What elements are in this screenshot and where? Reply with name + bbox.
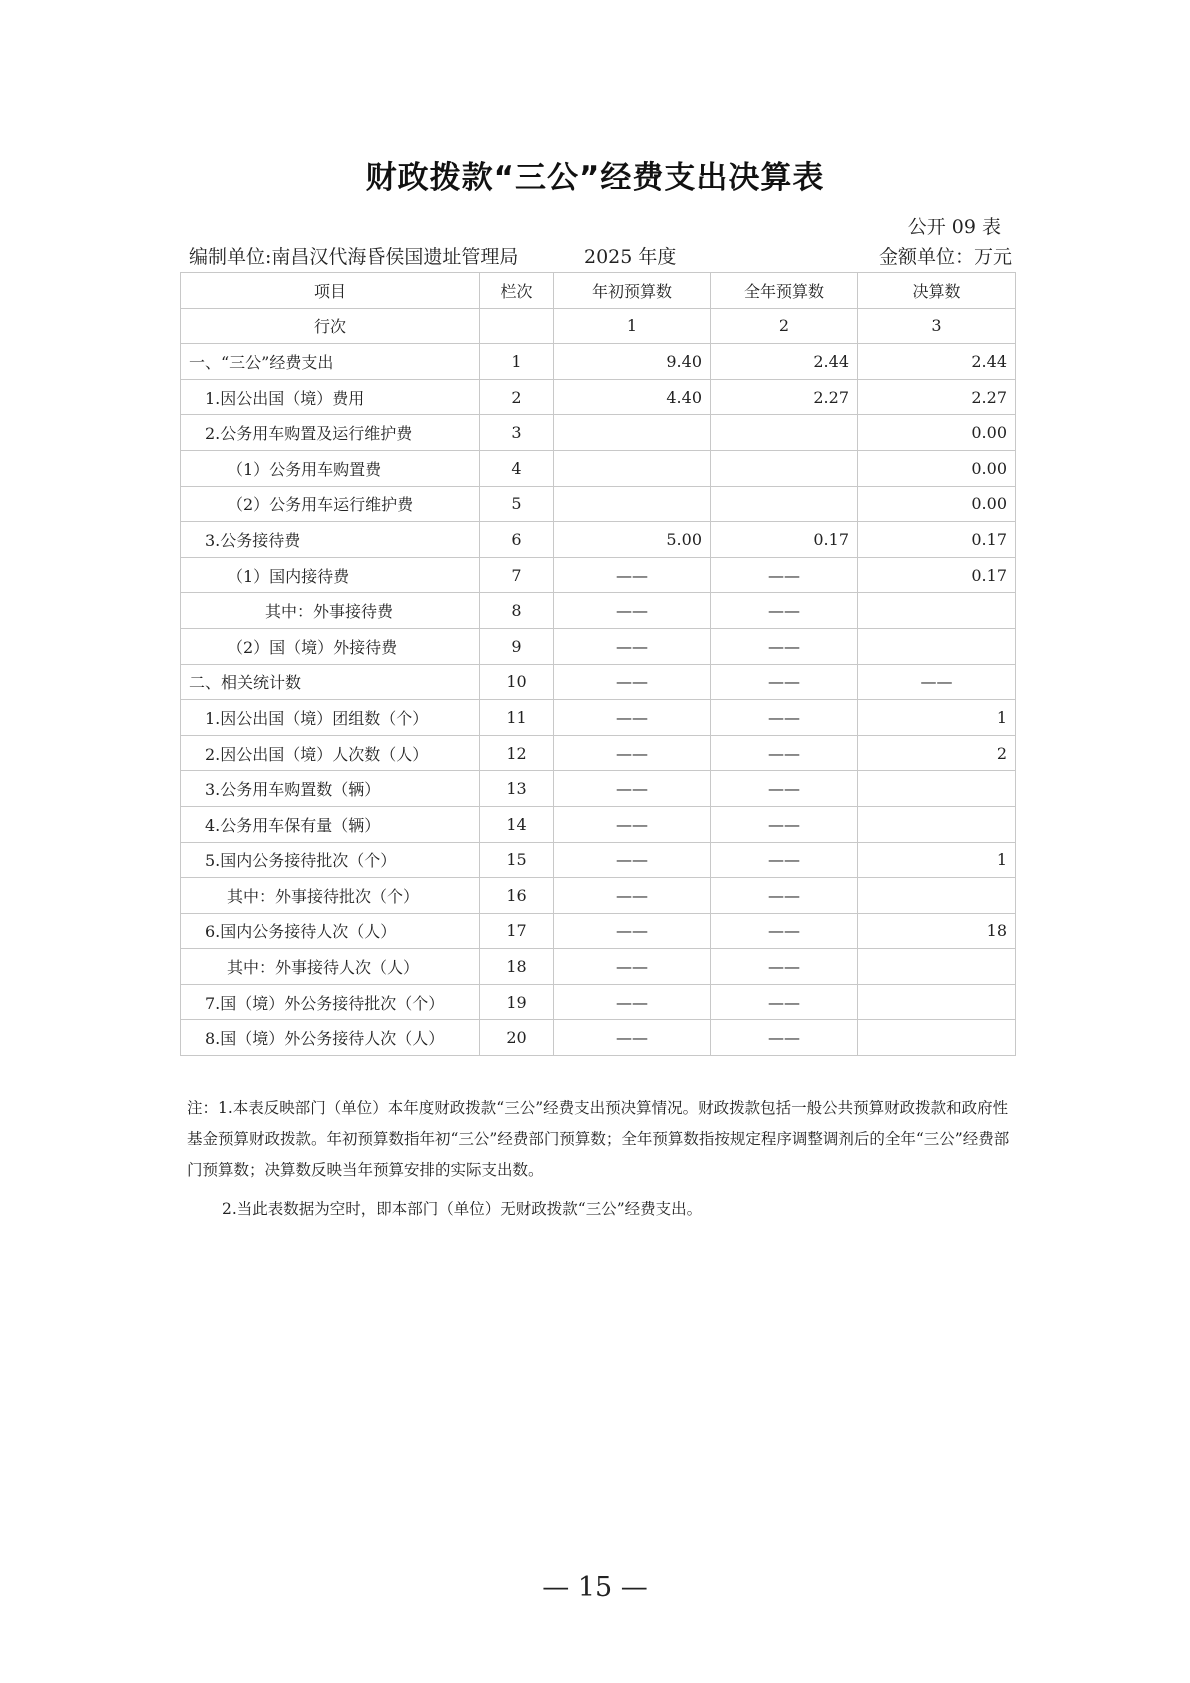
- cell-full-year-budget: ——: [711, 593, 858, 629]
- cell-full-year-budget: ——: [711, 628, 858, 664]
- table-row: [181, 949, 1016, 985]
- cell-final-account: [858, 628, 1016, 664]
- cell-initial-budget: ——: [554, 878, 711, 914]
- cell-item: 2.公务用车购置及运行维护费: [181, 415, 480, 451]
- header-initial-budget: 年初预算数: [554, 273, 711, 309]
- header-full-year-budget: 全年预算数: [711, 273, 858, 309]
- cell-full-year-budget: ——: [711, 913, 858, 949]
- cell-item: 行次: [181, 308, 480, 344]
- cell-initial-budget: ——: [554, 842, 711, 878]
- cell-item: 2.因公出国（境）人次数（人）: [181, 735, 480, 771]
- cell-column-no: 3: [480, 415, 554, 451]
- header-column-no: 栏次: [480, 273, 554, 309]
- cell-final-account: 18: [858, 913, 1016, 949]
- cell-full-year-budget: ——: [711, 664, 858, 700]
- table-row: [181, 486, 1016, 522]
- expense-table: [180, 272, 1016, 1056]
- cell-final-account: [858, 1020, 1016, 1056]
- cell-final-account: ——: [858, 664, 1016, 700]
- cell-full-year-budget: 2: [711, 308, 858, 344]
- table-row: [181, 593, 1016, 629]
- cell-initial-budget: ——: [554, 984, 711, 1020]
- cell-item: 6.国内公务接待人次（人）: [181, 913, 480, 949]
- cell-item: 其中：外事接待费: [181, 593, 480, 629]
- table-row: [181, 700, 1016, 736]
- cell-column-no: 10: [480, 664, 554, 700]
- cell-initial-budget: [554, 450, 711, 486]
- table-row: [181, 415, 1016, 451]
- cell-column-no: 8: [480, 593, 554, 629]
- cell-item: （1）国内接待费: [181, 557, 480, 593]
- table-header-row: [181, 273, 1016, 309]
- cell-item: 5.国内公务接待批次（个）: [181, 842, 480, 878]
- cell-final-account: [858, 949, 1016, 985]
- table-row: [181, 1020, 1016, 1056]
- cell-item: 其中：外事接待批次（个）: [181, 878, 480, 914]
- cell-full-year-budget: ——: [711, 949, 858, 985]
- cell-item: （2）国（境）外接待费: [181, 628, 480, 664]
- cell-final-account: 2: [858, 735, 1016, 771]
- cell-initial-budget: ——: [554, 628, 711, 664]
- cell-final-account: 0.17: [858, 522, 1016, 558]
- form-number: 公开 09 表: [907, 216, 1001, 238]
- table-row: [181, 628, 1016, 664]
- cell-item: （1）公务用车购置费: [181, 450, 480, 486]
- table-row: [181, 379, 1016, 415]
- cell-column-no: 1: [480, 344, 554, 380]
- note-2: 2.当此表数据为空时，即本部门（单位）无财政拨款“三公”经费支出。: [222, 1200, 703, 1218]
- cell-full-year-budget: ——: [711, 984, 858, 1020]
- cell-full-year-budget: ——: [711, 557, 858, 593]
- cell-column-no: 16: [480, 878, 554, 914]
- cell-full-year-budget: ——: [711, 878, 858, 914]
- cell-full-year-budget: ——: [711, 771, 858, 807]
- cell-initial-budget: 4.40: [554, 379, 711, 415]
- cell-final-account: 0.00: [858, 450, 1016, 486]
- cell-column-no: 4: [480, 450, 554, 486]
- cell-full-year-budget: ——: [711, 700, 858, 736]
- page-number: — 15 —: [542, 1572, 648, 1603]
- cell-initial-budget: ——: [554, 700, 711, 736]
- cell-full-year-budget: [711, 415, 858, 451]
- cell-full-year-budget: [711, 450, 858, 486]
- cell-item: 二、相关统计数: [181, 664, 480, 700]
- cell-item: 其中：外事接待人次（人）: [181, 949, 480, 985]
- table-row: [181, 984, 1016, 1020]
- cell-initial-budget: ——: [554, 593, 711, 629]
- note-1: 注：1.本表反映部门（单位）本年度财政拨款“三公”经费支出预决算情况。财政拨款包括一般公共预算财政拨款和政府性基金预算财政拨款。年初预算数指年初“三公”经费部门预算数；全年预算数指按规定程序调整调剂后的全年“三公”经费部门预算数；决算数反映当年预算安排的实际支出数。: [187, 1099, 1010, 1179]
- cell-final-account: [858, 771, 1016, 807]
- cell-final-account: 2.44: [858, 344, 1016, 380]
- cell-initial-budget: 5.00: [554, 522, 711, 558]
- cell-item: 3.公务用车购置数（辆）: [181, 771, 480, 807]
- table-row: [181, 344, 1016, 380]
- cell-final-account: [858, 984, 1016, 1020]
- cell-column-no: 18: [480, 949, 554, 985]
- cell-full-year-budget: ——: [711, 735, 858, 771]
- cell-full-year-budget: ——: [711, 842, 858, 878]
- cell-column-no: 20: [480, 1020, 554, 1056]
- cell-column-no: 2: [480, 379, 554, 415]
- table-row: [181, 557, 1016, 593]
- table-row: [181, 913, 1016, 949]
- cell-column-no: 13: [480, 771, 554, 807]
- cell-final-account: 0.17: [858, 557, 1016, 593]
- table-row: [181, 771, 1016, 807]
- table-row: [181, 878, 1016, 914]
- cell-initial-budget: 9.40: [554, 344, 711, 380]
- header-final-account: 决算数: [858, 273, 1016, 309]
- header-item: 项目: [181, 273, 480, 309]
- cell-column-no: 9: [480, 628, 554, 664]
- cell-item: 8.国（境）外公务接待人次（人）: [181, 1020, 480, 1056]
- cell-item: 一、“三公”经费支出: [181, 344, 480, 380]
- cell-item: 4.公务用车保有量（辆）: [181, 806, 480, 842]
- cell-item: （2）公务用车运行维护费: [181, 486, 480, 522]
- cell-column-no: 19: [480, 984, 554, 1020]
- cell-column-no: 5: [480, 486, 554, 522]
- cell-initial-budget: ——: [554, 664, 711, 700]
- cell-final-account: [858, 878, 1016, 914]
- cell-full-year-budget: 2.27: [711, 379, 858, 415]
- table-row: [181, 806, 1016, 842]
- cell-column-no: 15: [480, 842, 554, 878]
- cell-initial-budget: ——: [554, 557, 711, 593]
- cell-item: 1.因公出国（境）费用: [181, 379, 480, 415]
- cell-final-account: 0.00: [858, 415, 1016, 451]
- cell-initial-budget: [554, 486, 711, 522]
- cell-column-no: [480, 308, 554, 344]
- cell-full-year-budget: 0.17: [711, 522, 858, 558]
- table-row: [181, 842, 1016, 878]
- cell-initial-budget: ——: [554, 1020, 711, 1056]
- cell-final-account: [858, 593, 1016, 629]
- cell-item: 7.国（境）外公务接待批次（个）: [181, 984, 480, 1020]
- table-row: [181, 735, 1016, 771]
- table-row: [181, 522, 1016, 558]
- page-title: 财政拨款“三公”经费支出决算表: [365, 160, 825, 196]
- cell-column-no: 17: [480, 913, 554, 949]
- cell-item: 3.公务接待费: [181, 522, 480, 558]
- cell-final-account: 3: [858, 308, 1016, 344]
- cell-final-account: 1: [858, 700, 1016, 736]
- cell-column-no: 12: [480, 735, 554, 771]
- cell-column-no: 14: [480, 806, 554, 842]
- cell-final-account: 1: [858, 842, 1016, 878]
- cell-initial-budget: ——: [554, 735, 711, 771]
- cell-initial-budget: [554, 415, 711, 451]
- cell-final-account: 0.00: [858, 486, 1016, 522]
- cell-full-year-budget: ——: [711, 806, 858, 842]
- cell-initial-budget: ——: [554, 949, 711, 985]
- cell-item: 1.因公出国（境）团组数（个）: [181, 700, 480, 736]
- cell-full-year-budget: [711, 486, 858, 522]
- cell-initial-budget: ——: [554, 913, 711, 949]
- table-row: [181, 450, 1016, 486]
- cell-column-no: 7: [480, 557, 554, 593]
- table-row: [181, 308, 1016, 344]
- table-body: [181, 308, 1016, 1055]
- cell-column-no: 11: [480, 700, 554, 736]
- cell-final-account: 2.27: [858, 379, 1016, 415]
- cell-column-no: 6: [480, 522, 554, 558]
- cell-initial-budget: 1: [554, 308, 711, 344]
- table-row: [181, 664, 1016, 700]
- cell-full-year-budget: 2.44: [711, 344, 858, 380]
- compiler-unit: 编制单位:南昌汉代海昏侯国遗址管理局: [189, 246, 519, 268]
- money-unit: 金额单位：万元: [878, 246, 1012, 268]
- cell-initial-budget: ——: [554, 771, 711, 807]
- cell-full-year-budget: ——: [711, 1020, 858, 1056]
- cell-final-account: [858, 806, 1016, 842]
- cell-initial-budget: ——: [554, 806, 711, 842]
- fiscal-year: 2025 年度: [584, 246, 677, 268]
